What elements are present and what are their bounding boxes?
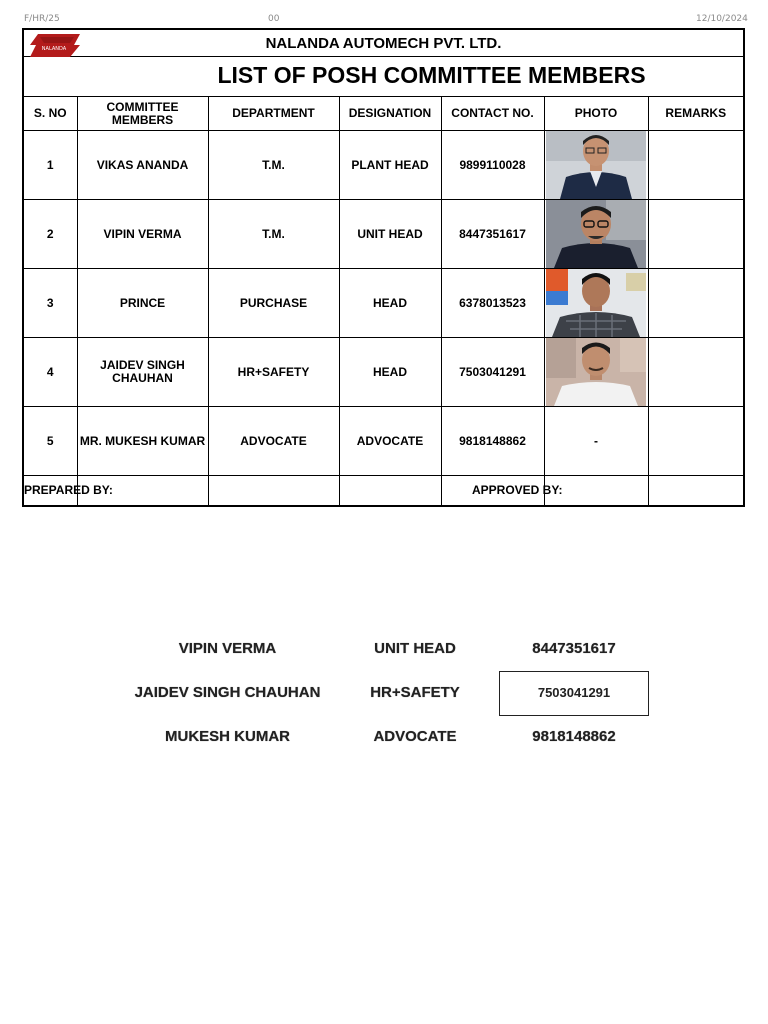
revision-number: 00 [268, 14, 280, 24]
cell-designation: UNIT HEAD [339, 200, 441, 269]
cell-contact: 8447351617 [441, 200, 544, 269]
cell-contact: 6378013523 [441, 269, 544, 338]
cell-sno: 4 [24, 338, 77, 407]
cell-name: VIPIN VERMA [77, 200, 208, 269]
cell-photo [544, 269, 648, 338]
cell-sno: 1 [24, 131, 77, 200]
member-photo [546, 131, 646, 199]
cell-photo [544, 338, 648, 407]
column-header-photo: PHOTO [544, 97, 648, 131]
column-header-department: DEPARTMENT [208, 97, 339, 131]
cell-remarks [648, 269, 743, 338]
cell-photo: - [544, 407, 648, 476]
cell-remarks [648, 131, 743, 200]
cell-sno: 3 [24, 269, 77, 338]
cell-designation: HEAD [339, 338, 441, 407]
member-photo [546, 269, 646, 337]
column-header-sno: S. NO [24, 97, 77, 131]
contact-role: HR+SAFETY [370, 684, 460, 701]
cell-designation: ADVOCATE [339, 407, 441, 476]
cell-name: MR. MUKESH KUMAR [77, 407, 208, 476]
column-header-designation: DESIGNATION [339, 97, 441, 131]
cell-name: JAIDEV SINGH CHAUHAN [77, 338, 208, 407]
cell-contact: 9818148862 [441, 407, 544, 476]
contact-phone: 8447351617 [532, 640, 616, 657]
table-row [24, 269, 743, 338]
cell-name: VIKAS ANANDA [77, 131, 208, 200]
page-title: LIST OF POSH COMMITTEE MEMBERS [217, 62, 646, 88]
cell-department: PURCHASE [208, 269, 339, 338]
contact-phone: 7503041291 [537, 685, 611, 700]
cell-contact: 7503041291 [441, 338, 544, 407]
table-header-row [24, 97, 743, 131]
cell-designation: HEAD [339, 269, 441, 338]
table-row [24, 338, 743, 407]
table-row [24, 407, 743, 476]
cell-remarks [648, 200, 743, 269]
column-header-remarks: REMARKS [648, 97, 743, 131]
members-table [24, 97, 743, 507]
company-name: NALANDA AUTOMECH PVT. LTD. [265, 35, 502, 52]
company-row [24, 30, 743, 57]
cell-department: T.M. [208, 131, 339, 200]
cell-contact: 9899110028 [441, 131, 544, 200]
cell-sno: 2 [24, 200, 77, 269]
column-header-contact: CONTACT NO. [441, 97, 544, 131]
member-photo [546, 338, 646, 406]
logo-text: NALANDA [41, 46, 67, 52]
member-photo [546, 200, 646, 268]
form-code: F/HR/25 [24, 14, 60, 24]
table-row [24, 131, 743, 200]
signature-row [24, 476, 743, 508]
contact-phone: 9818148862 [532, 728, 616, 745]
column-header-members: COMMITTEE MEMBERS [77, 97, 208, 131]
title-row [24, 57, 743, 97]
approved-by-label: APPROVED BY: [472, 483, 563, 497]
document-date: 12/10/2024 [696, 14, 748, 24]
cell-photo [544, 131, 648, 200]
cell-name: PRINCE [77, 269, 208, 338]
contact-role: ADVOCATE [373, 728, 457, 745]
cell-department: T.M. [208, 200, 339, 269]
cell-photo [544, 200, 648, 269]
cell-remarks [648, 407, 743, 476]
cell-sno: 5 [24, 407, 77, 476]
posh-committee-sheet [22, 28, 745, 507]
contact-name: MUKESH KUMAR [165, 728, 290, 745]
contact-name: JAIDEV SINGH CHAUHAN [134, 684, 321, 701]
cell-department: HR+SAFETY [208, 338, 339, 407]
prepared-by-label: PREPARED BY: [24, 483, 113, 497]
table-row [24, 200, 743, 269]
cell-department: ADVOCATE [208, 407, 339, 476]
contact-name: VIPIN VERMA [178, 640, 277, 657]
contact-role: UNIT HEAD [374, 640, 456, 657]
highlighted-phone-box [499, 671, 649, 716]
cell-designation: PLANT HEAD [339, 131, 441, 200]
cell-remarks [648, 338, 743, 407]
